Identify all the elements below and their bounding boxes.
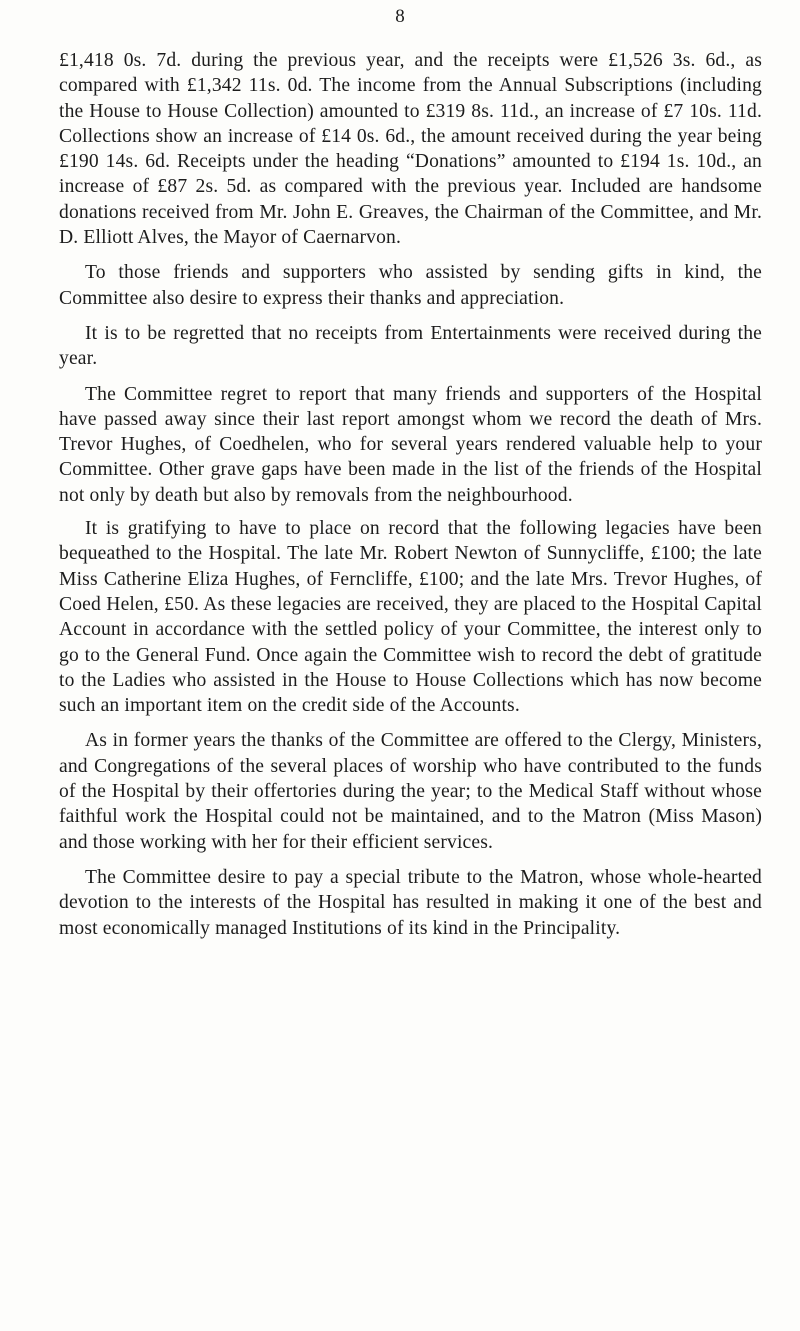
paragraph-receipts: £1,418 0s. 7d. during the previous year, and the receipts were £1,526 3s. 6d., as compared with £1,342 11s. 0d. The income from the Annual Subscriptions (including the House to House Collection) amounted to £319 8s. 11d., an increase of £7 10s. 11d. Collections show an increase of £14 0s. 6d., the amount received during the year being £190 14s. 6d. Receipts under the heading “Donations” amounted to £194 1s. 10d., an increase of £87 2s. 5d. as compared with the previous year. Included are handsome donations received from Mr. John E. Greaves, the Chairman of the Committee, and Mr. D. Elliott Alves, the Mayor of Caernarvon. — [59, 50, 762, 249]
body-text — [59, 48, 762, 941]
paragraph-matron-tribute: The Committee desire to pay a special tribute to the Matron, whose whole-hearted devotion to the interests of the Hospital has resulted in making it one of the best and most economically managed Institutions of its kind in the Principality. — [59, 866, 762, 939]
paragraph-entertainments: It is to be regretted that no receipts from Entertainments were received during the year. — [59, 322, 762, 370]
paragraph-legacies: It is gratifying to have to place on record that the following legacies have been bequeathed to the Hospital. The late Mr. Robert Newton of Sunnycliffe, £100; the late Miss Catherine Eliza Hughes, of Ferncliffe, £100; and the late Mrs. Trevor Hughes, of Coed Helen, £50. As these legacies are received, they are placed to the Hospital Capital Account in accordance with the settled policy of your Committee, the interest only to go to the General Fund. Once again the Committee wish to record the debt of gratitude to the Ladies who assisted in the House to House Collections which has now become such an important item on the credit side of the Accounts. — [59, 518, 762, 717]
paragraph-deaths: The Committee regret to report that many friends and supporters of the Hospital have passed away since their last report amongst whom we record the death of Mrs. Trevor Hughes, of Coedhelen, who for several years rendered valuable help to your Committee. Other grave gaps have been made in the list of the friends of the Hospital not only by death but also by removals from the neighbourhood. — [59, 383, 762, 506]
paragraph-thanks: As in former years the thanks of the Committee are offered to the Clergy, Ministers, and Congregations of the several places of worship who have contributed to the funds of the Hospital by their offertories during the year; to the Medical Staff without whose faithful work the Hospital could not be maintained, and to the Matron (Miss Mason) and those working with her for their efficient services. — [59, 730, 762, 853]
page-number: 8 — [395, 6, 405, 27]
paragraph-gifts-in-kind: To those friends and supporters who assisted by sending gifts in kind, the Committee also desire to express their thanks and appreciation. — [59, 262, 762, 309]
